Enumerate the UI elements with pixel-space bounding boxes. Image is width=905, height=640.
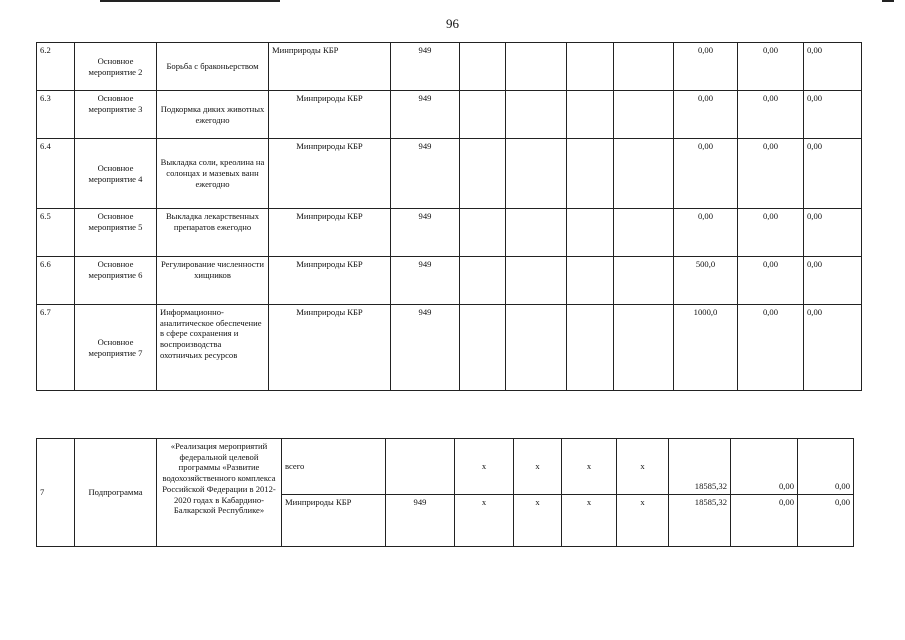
responsible-org: всего	[282, 439, 386, 495]
budget-code: 949	[391, 257, 460, 305]
value-cell: 0,00	[804, 209, 862, 257]
value-cell: 1000,0	[674, 305, 738, 391]
value-cell: 0,00	[804, 139, 862, 209]
row-number: 6.2	[37, 43, 75, 91]
responsible-org: Минприроды КБР	[269, 305, 391, 391]
row-number: 6.6	[37, 257, 75, 305]
x-cell: х	[455, 495, 514, 547]
value-cell: 0,00	[798, 495, 854, 547]
row-number: 6.3	[37, 91, 75, 139]
budget-code: 949	[391, 91, 460, 139]
table-row	[37, 257, 862, 305]
value-cell: 0,00	[674, 91, 738, 139]
row-number: 6.4	[37, 139, 75, 209]
responsible-org: Минприроды КБР	[269, 91, 391, 139]
x-cell: х	[455, 439, 514, 495]
x-cell: х	[514, 495, 562, 547]
x-cell: х	[617, 439, 669, 495]
table-row	[37, 209, 862, 257]
value-cell: 0,00	[804, 257, 862, 305]
top-scan-line	[100, 0, 280, 2]
value-cell: 0,00	[738, 91, 804, 139]
responsible-org: Минприроды КБР	[269, 139, 391, 209]
activities-table	[36, 42, 862, 391]
activity-title: Выкладка лекарственных препаратов ежегодно	[157, 209, 269, 257]
table-row	[37, 43, 862, 91]
responsible-org: Минприроды КБР	[282, 495, 386, 547]
value-cell: 0,00	[674, 43, 738, 91]
activity-type: Основное мероприятие 6	[75, 257, 157, 305]
budget-code: 949	[391, 305, 460, 391]
value-cell: 0,00	[738, 139, 804, 209]
activity-title: Борьба с браконьерством	[157, 43, 269, 91]
page-number: 96	[446, 16, 459, 31]
top-scan-line	[882, 0, 894, 2]
activity-type: Основное мероприятие 3	[75, 91, 157, 139]
value-cell: 0,00	[731, 495, 798, 547]
table-row	[37, 91, 862, 139]
row-number: 7	[37, 439, 75, 547]
responsible-org: Минприроды КБР	[269, 209, 391, 257]
activity-title: Выкладка соли, креолина на солонцах и мазевых ванн ежегодно	[157, 139, 269, 209]
activity-type: Основное мероприятие 4	[75, 139, 157, 209]
x-cell: х	[562, 495, 617, 547]
x-cell: х	[514, 439, 562, 495]
x-cell: х	[617, 495, 669, 547]
activity-title: Регулирование численности хищников	[157, 257, 269, 305]
value-cell: 0,00	[804, 305, 862, 391]
subprogram-title: «Реализация мероприятий федеральной целевой программы «Развитие водохозяйственного комплекса Российской Федерации в 2012-2020 годах в Кабардино-Балкарской Республике»	[157, 439, 282, 547]
budget-code: 949	[391, 43, 460, 91]
value-cell: 0,00	[798, 439, 854, 495]
value-cell: 0,00	[804, 91, 862, 139]
value-cell: 18585,32	[669, 495, 731, 547]
row-number: 6.7	[37, 305, 75, 391]
value-cell: 0,00	[738, 209, 804, 257]
row-number: 6.5	[37, 209, 75, 257]
responsible-org: Минприроды КБР	[269, 43, 391, 91]
activity-type: Основное мероприятие 7	[75, 305, 157, 391]
budget-code	[386, 439, 455, 495]
table-row	[37, 139, 862, 209]
value-cell: 500,0	[674, 257, 738, 305]
value-cell: 0,00	[731, 439, 798, 495]
budget-code: 949	[391, 209, 460, 257]
x-cell: х	[562, 439, 617, 495]
table-row	[37, 439, 854, 495]
value-cell: 0,00	[738, 43, 804, 91]
value-cell: 0,00	[674, 139, 738, 209]
table-row	[37, 305, 862, 391]
activity-type: Основное мероприятие 2	[75, 43, 157, 91]
value-cell: 18585,32	[669, 439, 731, 495]
activity-title: Информационно-аналитическое обеспечение в сфере сохранения и воспроизводства охотничьих ресурсов	[157, 305, 269, 391]
activity-type: Основное мероприятие 5	[75, 209, 157, 257]
activity-title: Подкормка диких животных ежегодно	[157, 91, 269, 139]
value-cell: 0,00	[804, 43, 862, 91]
subprogram-table	[36, 438, 854, 547]
value-cell: 0,00	[674, 209, 738, 257]
responsible-org: Минприроды КБР	[269, 257, 391, 305]
value-cell: 0,00	[738, 257, 804, 305]
subprogram-type: Подпрограмма	[75, 439, 157, 547]
budget-code: 949	[391, 139, 460, 209]
value-cell: 0,00	[738, 305, 804, 391]
budget-code: 949	[386, 495, 455, 547]
